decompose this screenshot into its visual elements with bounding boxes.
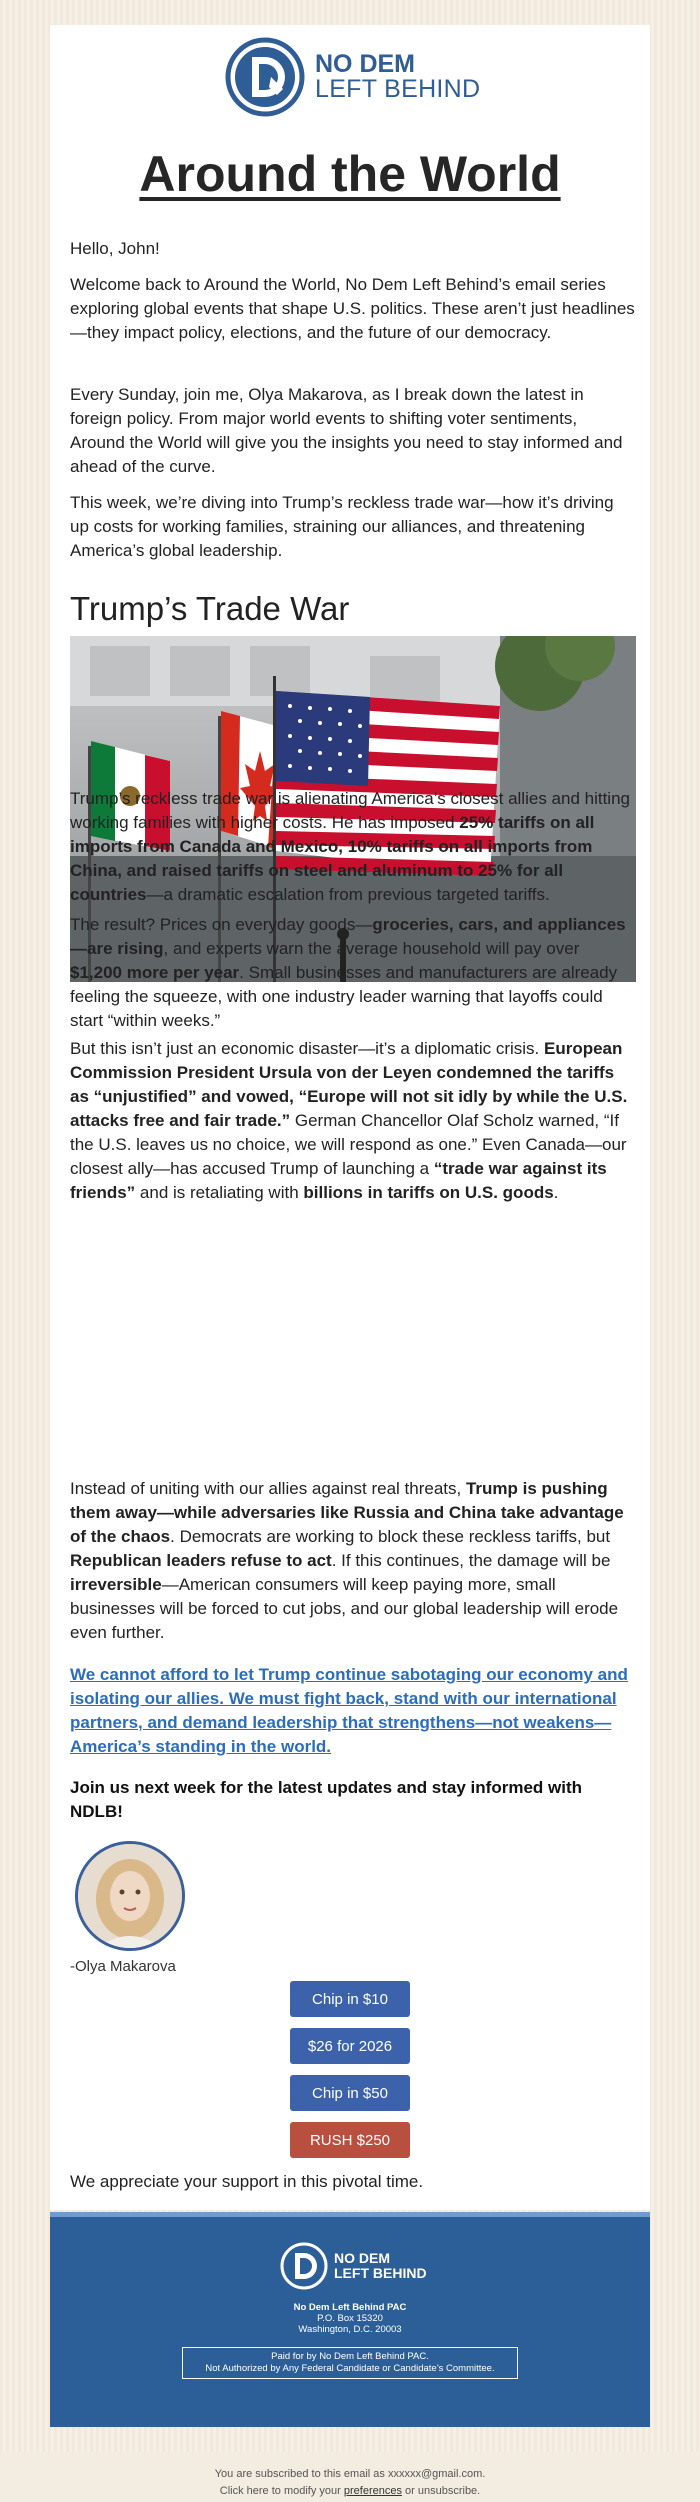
footer-po-box: P.O. Box 15320 [317, 2313, 383, 2324]
ndlb-logo-icon [225, 37, 305, 117]
newsletter-headline: Around the World [139, 146, 561, 202]
intro-paragraph-1: Welcome back to Around the World, No Dem Left Behind’s email series exploring global events that shape U.S. politics. These aren’t just headlines—they impact policy, elections, and the future of our democracy. [70, 275, 635, 342]
donate-cta-link[interactable]: We cannot afford to let Trump continue sabotaging our economy and isolating our allies. We must fight back, stand with our international partners, and demand leadership that strengthens—not weakens—America’s standing in the world. [70, 1665, 628, 1756]
subscription-line: You are subscribed to this email as xxxxxx@gmail.com. [214, 2468, 486, 2480]
author-signature: -Olya Makarova [70, 1958, 176, 1975]
brand-line1: NO DEM [315, 50, 415, 78]
email-footer [50, 2212, 650, 2427]
article-paragraph-4: Instead of uniting with our allies against real threats, Trump is pushing them away—while adversaries like Russia and China take advantage of the chaos. Democrats are working to block these reckless tariffs, but Republican leaders refuse to act. If this continues, the damage will be irreversible—American consumers will keep paying more, small businesses will be forced to cut jobs, and our global leadership will erode even further. [70, 1479, 624, 1642]
brand-line2: LEFT BEHIND [315, 75, 481, 103]
article-paragraph-2: The result? Prices on everyday goods—groceries, cars, and appliances—are rising, and experts warn the average household will pay over $1,200 more per year. Small businesses and manufacturers are already feeling the squeeze, with one industry leader warning that layoffs could start “within weeks.” [70, 915, 626, 1030]
author-avatar [75, 1841, 185, 1951]
intro-paragraph-2: Every Sunday, join me, Olya Makarova, as I break down the latest in foreign policy. From major world events to shifting voter sentiments, Around the World will give you the insights you need to stay informed and ahead of the curve. [70, 385, 623, 476]
article-paragraph-3: But this isn’t just an economic disaster—it’s a diplomatic crisis. European Commission President Ursula von der Leyen condemned the tariffs as “unjustified” and vowed, “Europe will not sit idly by while the U.S. attacks free and fair trade.” German Chancellor Olaf Scholz warned, “If the U.S. leaves us no choice, we will respond as one.” Even Canada—our closest ally—has accused Trump of launching a “trade war against its friends” and is retaliating with billions in tariffs on U.S. goods. [70, 1039, 628, 1202]
chip-in-10-button[interactable]: Chip in $10 [290, 1981, 410, 2017]
footer-brand-line1: NO DEM [334, 2250, 390, 2266]
rush-250-button[interactable]: RUSH $250 [290, 2122, 410, 2158]
footer-city: Washington, D.C. 20003 [298, 2324, 402, 2335]
footer-address [50, 2302, 650, 2335]
subscription-notice: You are subscribed to this email as xxxxxx@gmail.com. Click here to modify your preferences or unsubscribe. [0, 2466, 700, 2500]
footer-org-name: No Dem Left Behind PAC [293, 2302, 407, 2313]
greeting: Hello, John! [70, 239, 160, 258]
email-card [50, 25, 650, 2210]
footer-logo[interactable] [280, 2242, 427, 2290]
footer-brand-line2: LEFT BEHIND [334, 2265, 427, 2281]
intro-paragraph-3: This week, we’re diving into Trump’s reckless trade war—how it’s driving up costs for working families, straining our alliances, and threatening America’s global leadership. [70, 493, 614, 560]
join-message: Join us next week for the latest updates and stay informed with NDLB! [70, 1778, 582, 1821]
preferences-link[interactable]: preferences [343, 2485, 402, 2497]
appreciation-text: We appreciate your support in this pivotal time. [70, 2172, 424, 2191]
article-paragraph-1: Trump’s reckless trade war is alienating America’s closest allies and hitting working families with higher costs. He has imposed 25% tariffs on all imports from Canada and Mexico, 10% tariffs on all imports from China, and raised tariffs on steel and aluminum to 25% for all countries—a dramatic escalation from previous targeted tariffs. [70, 789, 630, 904]
section-title: Trump’s Trade War [70, 590, 350, 627]
26-for-2026-button[interactable]: $26 for 2026 [290, 2028, 410, 2064]
brand-logo[interactable] [225, 35, 485, 119]
author-photo-icon [78, 1844, 182, 1948]
chip-in-50-button[interactable]: Chip in $50 [290, 2075, 410, 2111]
ndlb-footer-logo-icon [280, 2242, 328, 2290]
paid-for-disclaimer: Paid for by No Dem Left Behind PAC. Not Authorized by Any Federal Candidate or Candidate’s Committee. [182, 2347, 518, 2379]
